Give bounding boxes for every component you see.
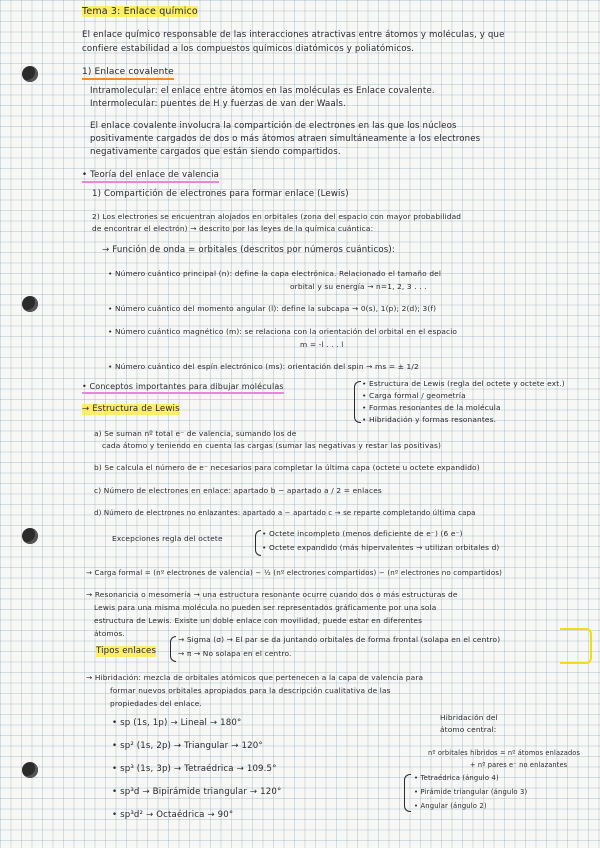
covalent-text-3: negativamente cargados que están siendo compartidos. [90, 147, 341, 157]
exception-item: • Octete expandido (más hipervalentes → utilizan orbitales d) [262, 543, 500, 552]
covalent-text-2: positivamente cargados de dos o más átomos atraen simultáneamente a los electrones [90, 134, 481, 144]
brace [404, 774, 411, 812]
section-title-covalent: 1) Enlace covalente [82, 67, 174, 80]
tev-point-2b: de encontrar el electrón) → descrito por las leyes de la química cuántica: [92, 224, 374, 233]
concept-item: • Estructura de Lewis (regla del octete y octete ext.) [362, 379, 565, 388]
tev-title: • Teoría del enlace de valencia [82, 170, 219, 183]
concepts-title: • Conceptos importantes para dibujar moléculas [82, 381, 284, 394]
lewis-title: → Estructura de Lewis [82, 404, 180, 414]
side-geometry: • Angular (ángulo 2) [414, 802, 487, 810]
resonance-line-4: átomos. [94, 629, 125, 638]
quantum-m-1: • Número cuántico magnético (m): se relaciona con la orientación del orbital en el espacio [108, 327, 458, 336]
wave-function: → Función de onda = orbitales (descritos por números cuánticos): [102, 245, 395, 255]
formal-charge: → Carga formal = (nº electrones de valencia) − ½ (nº electrones compartidos) − (nº electrones no compartidos) [86, 568, 503, 577]
hybrid-row: • sp³ (1s, 3p) → Tetraédrica → 109.5° [112, 764, 277, 774]
tev-point-1: 1) Compartición de electrones para formar enlace (Lewis) [92, 189, 349, 199]
concept-item: • Formas resonantes de la molécula [362, 403, 501, 412]
hybrid-row: • sp (1s, 1p) → Lineal → 180° [112, 718, 242, 728]
bond-types-label: Tipos enlaces [96, 646, 157, 656]
quantum-n-2: orbital y su energía → n=1, 2, 3 . . . [290, 282, 427, 291]
resonance-line-3: estructura de Lewis. Existe un doble enlace con movilidad, puede estar en diferentes [94, 616, 423, 625]
hybridization-line-1: → Hibridación: mezcla de orbitales atómicos que pertenecen a la capa de valencia para [86, 673, 424, 682]
lewis-b: b) Se calcula el número de e⁻ necesarios para completar la última capa (octete u octete expandido) [94, 463, 480, 472]
lewis-a-1: a) Se suman nº total e⁻ de valencia, sumando los de [94, 429, 297, 438]
tev-point-2a: 2) Los electrones se encuentran alojados en orbitales (zona del espacio con mayor probabilidad [92, 212, 462, 221]
hybridization-line-3: propiedades del enlace. [110, 699, 202, 708]
quantum-m-2: m = -l . . . l [300, 340, 344, 349]
resonance-line-1: → Resonancia o mesomería → una estructura resonante ocurre cuando dos o más estructuras de [86, 590, 458, 599]
page-title: Tema 3: Enlace químico [82, 6, 198, 17]
brace [354, 381, 361, 423]
side-formula: nº orbitales híbridos = nº átomos enlazados [428, 749, 581, 757]
brace [255, 530, 261, 556]
exceptions-label: Excepciones regla del octete [112, 534, 223, 543]
bond-type-sigma: → Sigma (σ) → El par se da juntando orbitales de forma frontal (solapa en el centro) [178, 635, 501, 644]
hybridization-line-2: formar nuevos orbitales apropiados para la descripción cualitativa de las [110, 686, 391, 695]
side-geometry: • Tetraédrica (ángulo 4) [414, 774, 499, 782]
hybrid-row: • sp³d² → Octaédrica → 90° [112, 810, 234, 820]
concept-item: • Hibridación y formas resonantes. [362, 415, 497, 424]
highlight-box [560, 628, 592, 664]
side-title: átomo central: [440, 725, 497, 734]
lewis-c: c) Número de electrones en enlace: apartado b − apartado a / 2 = enlaces [94, 486, 382, 495]
hybrid-row: • sp³d → Bipirámide triangular → 120° [112, 787, 282, 797]
side-title: Hibridación del [440, 713, 498, 722]
exception-item: • Octete incompleto (menos deficiente de e⁻) (6 e⁻) [262, 529, 463, 538]
binder-hole [22, 528, 38, 544]
definition-inter: Intermolecular: puentes de H y fuerzas de van der Waals. [90, 99, 346, 109]
definition-intra: Intramolecular: el enlace entre átomos en las moléculas es Enlace covalente. [90, 86, 435, 96]
lewis-d: d) Número de electrones no enlazantes: apartado a − apartado c → se reparte completando última capa [94, 509, 476, 517]
intro-line-1: El enlace químico responsable de las interacciones atractivas entre átomos y moléculas, y que [82, 30, 505, 40]
intro-line-2: confiere estabilidad a los compuestos químicos diatómicos y poliatómicos. [82, 44, 415, 54]
covalent-text-1: El enlace covalente involucra la compartición de electrones en las que los núcleos [90, 121, 457, 131]
resonance-line-2: Lewis para una misma molécula no pueden ser representados gráficamente por una sola [94, 603, 437, 612]
hybrid-row: • sp² (1s, 2p) → Triangular → 120° [112, 741, 263, 751]
lewis-a-2: cada átomo y teniendo en cuenta las cargas (sumar las negativas y restar las positivas) [102, 441, 442, 450]
binder-hole [22, 296, 38, 312]
quantum-ms: • Número cuántico del espín electrónico (ms): orientación del spin → ms = ± 1/2 [108, 362, 419, 371]
quantum-l: • Número cuántico del momento angular (l): define la subcapa → 0(s), 1(p); 2(d); 3(f) [108, 304, 437, 313]
brace [170, 636, 176, 662]
side-formula: + nº pares e⁻ no enlazantes [470, 761, 568, 769]
concept-item: • Carga formal / geometría [362, 391, 466, 400]
bond-type-pi: → π → No solapa en el centro. [178, 649, 292, 658]
binder-hole [22, 762, 38, 778]
quantum-n-1: • Número cuántico principal (n): define la capa electrónica. Relacionado el tamaño del [108, 269, 442, 278]
binder-hole [22, 66, 38, 82]
side-geometry: • Pirámide triangular (ángulo 3) [414, 788, 528, 796]
